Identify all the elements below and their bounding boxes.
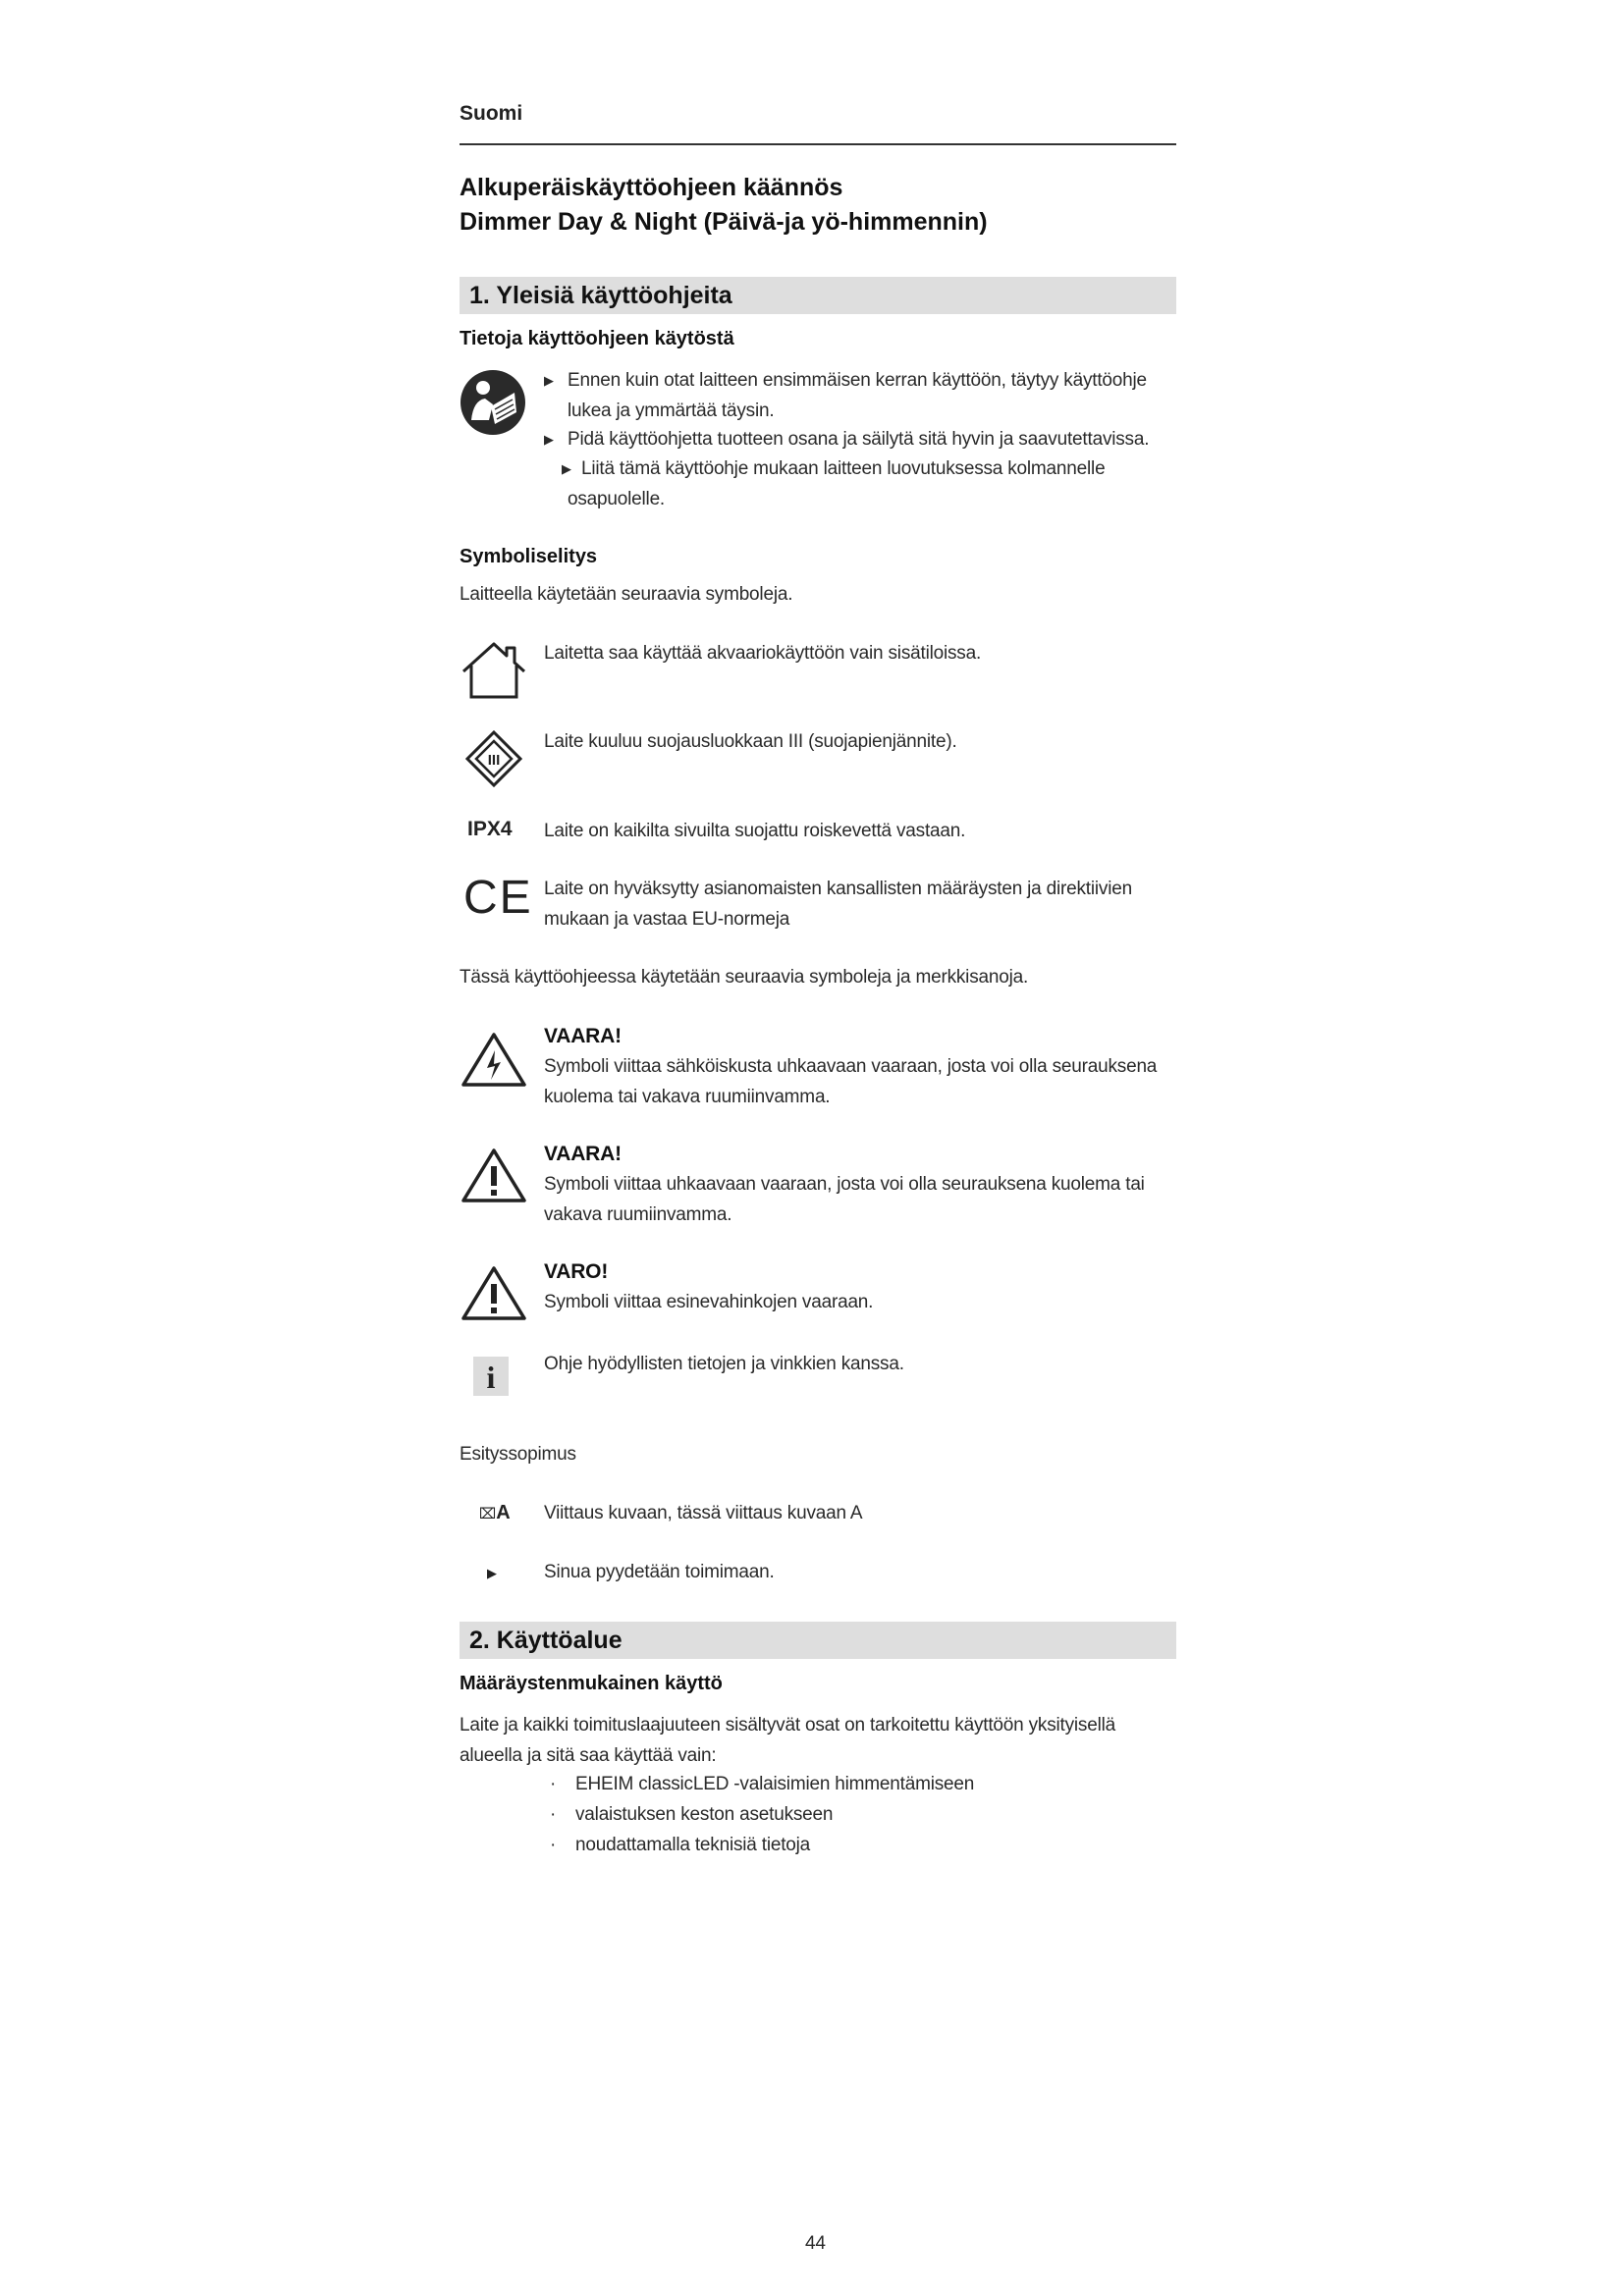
bullet-text-line1: Pidä käyttöohjetta tuotteen osana ja säilytä sitä hyvin ja saavutettavissa. (568, 429, 1150, 450)
paragraph-line1: Laite ja kaikki toimituslaajuuteen sisältyvät osat on tarkoitettu käyttöön yksityisellä (460, 1715, 1115, 1735)
warning-text-line1: Symboli viittaa uhkaavaan vaaraan, josta voi olla seurauksena kuolema tai (544, 1174, 1145, 1195)
info-icon: i (473, 1357, 509, 1396)
list-item (550, 1799, 974, 1830)
document-title-line2: Dimmer Day & Night (Päivä-ja yö-himmennin) (460, 208, 988, 236)
warning-text-line2: vakava ruumiinvamma. (544, 1204, 732, 1225)
bullet-item (544, 365, 1172, 426)
action-arrow-icon: ▶ (487, 1566, 497, 1580)
caution-icon (460, 1264, 528, 1321)
usage-list (550, 1769, 974, 1860)
symbol-text-line2: mukaan ja vastaa EU-normeja (544, 909, 790, 930)
protection-class-iii-icon (465, 730, 522, 787)
bullet-marker-icon: ▶ (544, 373, 554, 388)
figure-reference-symbol: ⌧ (479, 1506, 497, 1522)
section2-heading: 2. Käyttöalue (469, 1627, 623, 1654)
warning-icon (460, 1147, 528, 1203)
list-item (550, 1830, 974, 1860)
bullet-marker-icon: ▶ (562, 461, 571, 476)
symbol-text: Laitetta saa käyttää akvaariokäyttöön vain sisätiloissa. (544, 643, 982, 664)
symbol-text: Laite on kaikilta sivuilta suojattu roiskevettä vastaan. (544, 821, 966, 841)
list-dot: · (550, 1835, 557, 1855)
symbols-heading: Symboliselitys (460, 546, 598, 567)
paragraph-line2: alueella ja sitä saa käyttää vain: (460, 1745, 717, 1766)
bullet-text-line2: lukea ja ymmärtää täysin. (568, 400, 775, 421)
section2-paragraph (460, 1710, 1176, 1771)
header-rule (460, 143, 1176, 145)
bullet-text-line2: osapuolelle. (568, 489, 666, 509)
warning-title: VARO! (544, 1260, 609, 1283)
symbols-intro: Laitteella käytetään seuraavia symboleja. (460, 584, 793, 605)
ipx4-label: IPX4 (467, 818, 513, 840)
warning-text-line2: kuolema tai vakava ruumiinvamma. (544, 1087, 831, 1107)
protection-class-label: III (487, 752, 501, 769)
list-item-text: noudattamalla teknisiä tietoja (575, 1835, 811, 1855)
document-title-line1: Alkuperäiskäyttöohjeen käännös (460, 174, 843, 201)
list-item (550, 1769, 974, 1799)
convention-text: Sinua pyydetään toimimaan. (544, 1562, 775, 1582)
section1-subheading: Tietoja käyttöohjeen käytöstä (460, 328, 734, 349)
section1-heading: 1. Yleisiä käyttöohjeita (469, 282, 732, 309)
list-dot: · (550, 1804, 557, 1825)
figure-reference-label: A (496, 1502, 511, 1523)
bullet-text-line1: Liitä tämä käyttöohje mukaan laitteen luovutuksessa kolmannelle (581, 458, 1106, 479)
symbol-text (544, 874, 1132, 934)
figure-reference-icon (479, 1498, 511, 1529)
document-title (460, 171, 988, 240)
electric-hazard-icon (460, 1031, 528, 1088)
symbol-text-line1: Laite on hyväksytty asianomaisten kansallisten määräysten ja direktiivien (544, 879, 1132, 899)
page-number: 44 (805, 2233, 826, 2254)
ce-mark-icon: CE (463, 872, 533, 924)
list-dot: · (550, 1774, 557, 1794)
section1-heading-bar (460, 277, 1176, 314)
warning-block (544, 1139, 1145, 1230)
bullet-text-line1: Ennen kuin otat laitteen ensimmäisen kerran käyttöön, täytyy käyttöohje (568, 370, 1147, 391)
house-icon (460, 640, 528, 701)
bullet-item (562, 454, 1170, 484)
section2-heading-bar (460, 1622, 1176, 1659)
warning-text-line1: Symboli viittaa sähköiskusta uhkaavaan vaaraan, josta voi olla seurauksena (544, 1056, 1158, 1077)
symbol-text: Laite kuuluu suojausluokkaan III (suojapienjännite). (544, 731, 957, 752)
language-label: Suomi (460, 102, 523, 125)
conventions-heading: Esityssopimus (460, 1444, 576, 1465)
section2-subheading: Määräystenmukainen käyttö (460, 1673, 723, 1694)
symbols-intro2: Tässä käyttöohjeessa käytetään seuraavia symboleja ja merkkisanoja. (460, 967, 1029, 988)
list-item-text: EHEIM classicLED -valaisimien himmentämiseen (575, 1774, 975, 1794)
warning-block (544, 1021, 1157, 1112)
info-text: Ohje hyödyllisten tietojen ja vinkkien kanssa. (544, 1354, 904, 1374)
list-item-text: valaistuksen keston asetukseen (575, 1804, 834, 1825)
convention-text: Viittaus kuvaan, tässä viittaus kuvaan A (544, 1503, 863, 1523)
bullet-item (544, 424, 1172, 454)
warning-block (544, 1256, 873, 1317)
bullet-marker-icon: ▶ (544, 432, 554, 447)
warning-title: VAARA! (544, 1143, 622, 1165)
warning-text-line1: Symboli viittaa esinevahinkojen vaaraan. (544, 1292, 874, 1312)
read-manual-icon (460, 369, 526, 436)
warning-title: VAARA! (544, 1025, 622, 1047)
